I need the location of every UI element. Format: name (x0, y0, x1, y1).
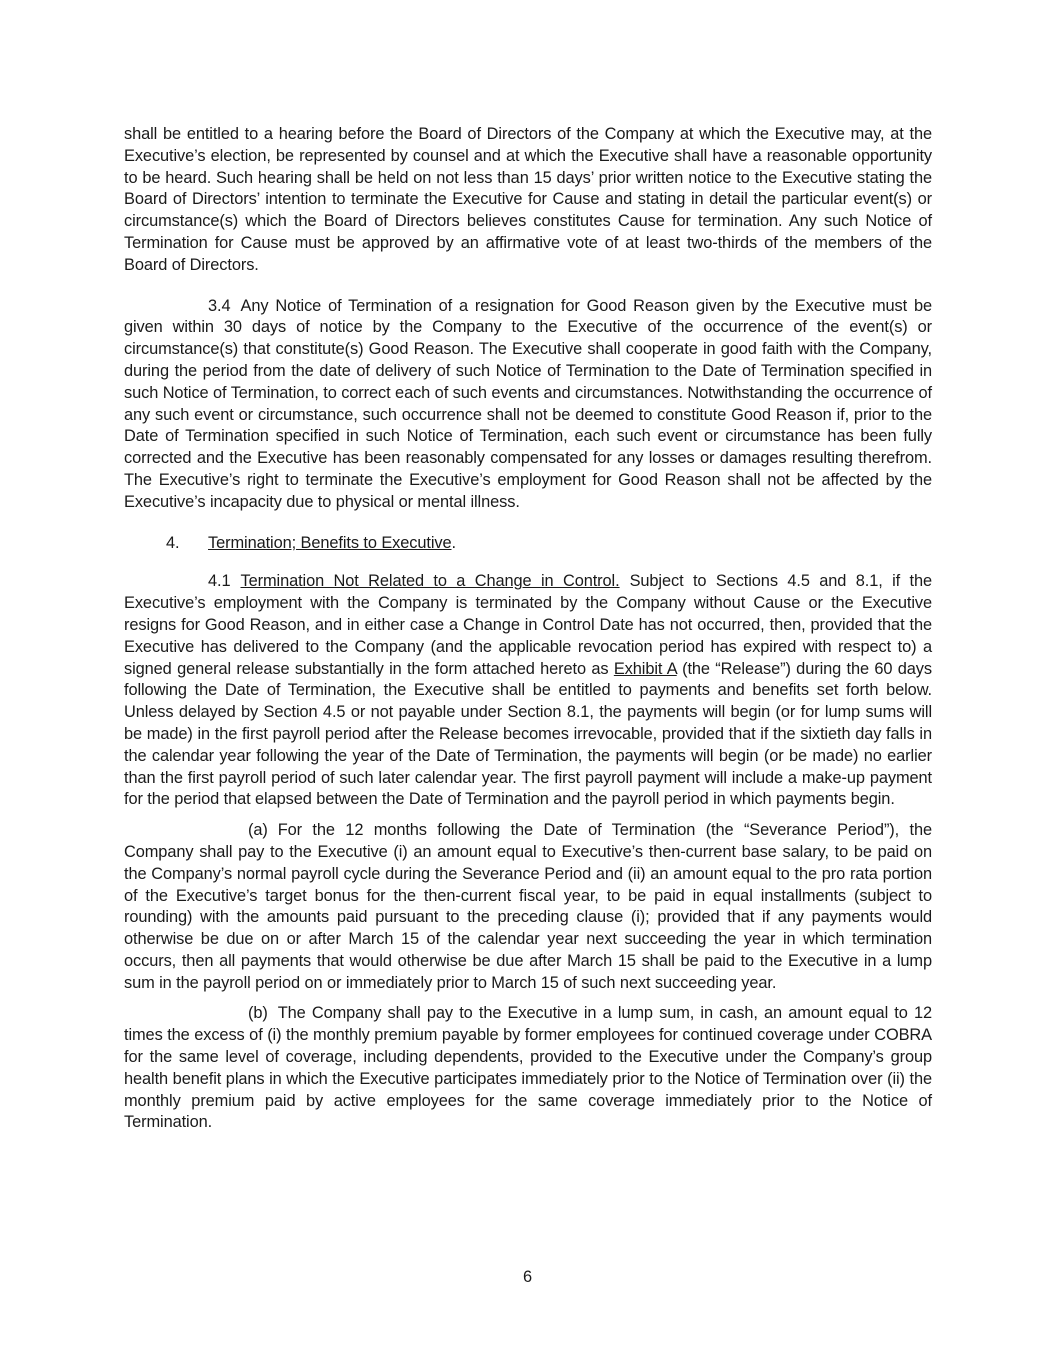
subsection-a-text: For the 12 months following the Date of Termination (the “Severance Period”), the Company shall pay to the Executive (i) an amount equal to Executive’s then-current base salary, to be paid on the Company’s normal payroll cycle during the Severance Period and (ii) an amount equal to the pro rata portion of the Executive’s target bonus for the then-current fiscal year, to be paid in equal installments (subject to rounding) with the amounts paid pursuant to the preceding clause (i); provided that if any payments would otherwise be due on or after March 15 of the calendar year next succeeding the year in which termination occurs, then all payments that would otherwise be due after March 15 shall be paid to the Executive in a lump sum in the payroll period on or immediately prior to March 15 of such next succeeding year. (124, 821, 932, 992)
section-4-title: Termination; Benefits to Executive (208, 533, 452, 552)
exhibit-a-reference: Exhibit A (613, 659, 677, 678)
section-4-1-number: 4.1 (208, 572, 231, 591)
section-4-period: . (451, 533, 456, 552)
section-4-1-title: Termination Not Related to a Change in Control. (240, 572, 620, 591)
document-body (124, 124, 932, 1143)
paragraph-hearing-text: shall be entitled to a hearing before the Board of Directors of the Company at which the Executive may, at the Executive’s election, be represented by counsel and at which the Executive shall have a reasonable opportunity to be heard. Such hearing shall be held on not less than 15 days’ prior written notice to the Executive stating the Board of Directors’ intention to terminate the Executive for Cause and stating in detail the particular event(s) or circumstance(s) which the Board of Directors believes constitutes Cause for termination. Any such Notice of Termination for Cause must be approved by an affirmative vote of at least two-thirds of the members of the Board of Directors. (124, 125, 932, 274)
section-4-1 (124, 571, 932, 811)
section-4-1-text-b: (the “Release”) during the 60 days following the Date of Termination, the Executive shall be entitled to payments and benefits set forth below. Unless delayed by Section 4.5 or not payable under Section 8.1, the payments will begin (or for lump sums will be made) in the first payroll period after the Release becomes irrevocable, provided that if the sixtieth day falls in the calendar year following the year of the Date of Termination, the payments will begin (or be made) no earlier than the first payroll period of such later calendar year. The first payroll payment will include a make-up payment for the period that elapsed between the Date of Termination and the payroll period in which payments begin. (124, 659, 932, 809)
subsection-b (124, 1003, 932, 1134)
subsection-a (124, 820, 932, 994)
subsection-b-label: (b) (248, 1004, 268, 1023)
subsection-a-label: (a) (248, 821, 268, 840)
section-4-1-text-a: Subject to Sections 4.5 and 8.1, if the Executive’s employment with the Company is terminated by the Company without Cause or the Executive resigns for Good Reason, and in either case a Change in Control Date has not occurred, then, provided that the Executive has delivered to the Company (and the applicable revocation period has expired with respect to) a signed general release substantially in the form attached hereto as (124, 572, 933, 678)
section-4-heading (166, 533, 932, 555)
subsection-b-text: The Company shall pay to the Executive in a lump sum, in cash, an amount equal to 12 times the excess of (i) the monthly premium payable by former employees for continued coverage under COBRA for the same level of coverage, including dependents, provided to the Executive under the Company’s group health benefit plans in which the Executive participates immediately prior to the Notice of Termination over (ii) the monthly premium paid by active employees for the same coverage immediately prior to the Notice of Termination. (124, 1004, 932, 1132)
section-3-4-text: Any Notice of Termination of a resignation for Good Reason given by the Executive must be given within 30 days of notice by the Company to the Executive of the occurrence of the event(s) or circumstance(s) that constitute(s) Good Reason. The Executive shall cooperate in good faith with the Company, during the period from the date of delivery of such Notice of Termination to the Date of Termination specified in such Notice of Termination, to correct each of such events and circumstances. Notwithstanding the occurrence of any such event or circumstance, such occurrence shall not be deemed to constitute Good Reason if, prior to the Date of Termination specified in such Notice of Termination, each such event or circumstance has been fully corrected and the Executive has been reasonably compensated for any losses or damages resulting therefrom. The Executive’s right to terminate the Executive’s employment for Good Reason shall not be affected by the Executive’s incapacity due to physical or mental illness. (124, 296, 932, 511)
section-4-number: 4. (166, 533, 180, 552)
section-3-4-number: 3.4 (208, 296, 231, 315)
section-3-4 (124, 296, 932, 514)
paragraph-hearing (124, 124, 932, 277)
page-number: 6 (522, 1268, 533, 1286)
